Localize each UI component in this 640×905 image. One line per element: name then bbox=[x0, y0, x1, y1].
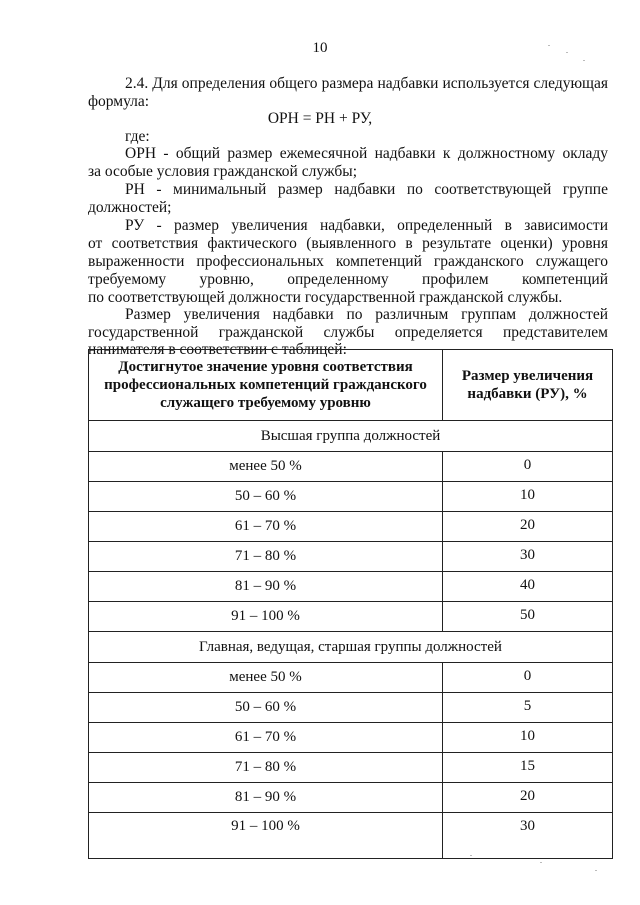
page-number: 10 bbox=[312, 40, 328, 56]
table-intro-line3: нанимателя в соответствии с таблицей: bbox=[88, 341, 347, 358]
level-cell: 81 – 90 % bbox=[89, 572, 443, 602]
table-row bbox=[89, 723, 613, 753]
orn-definition-line2: за особые условия гражданской службы; bbox=[88, 163, 358, 180]
level-cell: 50 – 60 % bbox=[89, 482, 443, 512]
table-row bbox=[89, 693, 613, 723]
orn-definition-line1: ОРН - общий размер ежемесячной надбавки к должностному окладу bbox=[125, 145, 608, 162]
value-cell: 15 bbox=[443, 753, 613, 783]
header-level: Достигнутое значение уровня соответствия профессиональных компетенций гражданского служащего требуемому уровню bbox=[89, 350, 443, 421]
table-row bbox=[89, 602, 613, 632]
table-row bbox=[89, 783, 613, 813]
level-cell: менее 50 % bbox=[89, 452, 443, 482]
bonus-table bbox=[88, 349, 613, 859]
table-intro-line2: государственной гражданской службы определяется представителем bbox=[88, 324, 608, 341]
value-cell: 0 bbox=[443, 663, 613, 693]
table-row bbox=[89, 512, 613, 542]
scan-speck bbox=[540, 862, 542, 863]
where-label: где: bbox=[125, 128, 150, 145]
value-cell: 50 bbox=[443, 602, 613, 632]
ru-definition-line4: требуемому уровню, определенному профилем компетенций bbox=[88, 271, 608, 288]
table-row bbox=[89, 753, 613, 783]
ru-definition-line1: РУ - размер увеличения надбавки, определенный в зависимости bbox=[125, 217, 608, 234]
level-cell: 50 – 60 % bbox=[89, 693, 443, 723]
group-title: Высшая группа должностей bbox=[89, 421, 613, 452]
table-header-row bbox=[89, 350, 613, 421]
table-row bbox=[89, 663, 613, 693]
paragraph-2-4-line2: формула: bbox=[88, 93, 150, 110]
table-row bbox=[89, 452, 613, 482]
scan-speck bbox=[595, 870, 597, 871]
level-cell: 71 – 80 % bbox=[89, 753, 443, 783]
value-cell: 20 bbox=[443, 783, 613, 813]
scan-speck bbox=[548, 45, 550, 46]
ru-definition-line3: выраженности профессиональных компетенций гражданского служащего bbox=[88, 253, 608, 270]
table-intro-line1: Размер увеличения надбавки по различным группам должностей bbox=[125, 306, 608, 323]
level-cell: 61 – 70 % bbox=[89, 512, 443, 542]
scan-speck bbox=[583, 60, 585, 61]
scan-speck bbox=[470, 855, 472, 856]
rn-definition-line1: РН - минимальный размер надбавки по соответствующей группе bbox=[125, 181, 608, 198]
scan-speck bbox=[566, 52, 568, 53]
level-cell: 81 – 90 % bbox=[89, 783, 443, 813]
level-cell: 71 – 80 % bbox=[89, 542, 443, 572]
ru-definition-line5: по соответствующей должности государственной гражданской службы. bbox=[88, 289, 563, 306]
table-row bbox=[89, 542, 613, 572]
value-cell: 30 bbox=[443, 542, 613, 572]
level-cell: менее 50 % bbox=[89, 663, 443, 693]
value-cell: 10 bbox=[443, 723, 613, 753]
level-cell: 91 – 100 % bbox=[89, 602, 443, 632]
table-row bbox=[89, 482, 613, 512]
rn-definition-line2: должностей; bbox=[88, 199, 172, 216]
value-cell: 10 bbox=[443, 482, 613, 512]
value-cell: 5 bbox=[443, 693, 613, 723]
formula: ОРН = РН + РУ, bbox=[267, 110, 373, 127]
group-row-higher bbox=[89, 421, 613, 452]
value-cell: 30 bbox=[443, 813, 613, 859]
value-cell: 0 bbox=[443, 452, 613, 482]
value-cell: 40 bbox=[443, 572, 613, 602]
table-row bbox=[89, 813, 613, 859]
header-bonus-size: Размер увеличения надбавки (РУ), % bbox=[443, 350, 613, 421]
ru-definition-line2: от соответствия фактического (выявленного в результате оценки) уровня bbox=[88, 235, 608, 252]
level-cell: 61 – 70 % bbox=[89, 723, 443, 753]
group-title: Главная, ведущая, старшая группы должностей bbox=[89, 632, 613, 663]
value-cell: 20 bbox=[443, 512, 613, 542]
group-row-main bbox=[89, 632, 613, 663]
paragraph-2-4-line1: 2.4. Для определения общего размера надбавки используется следующая bbox=[125, 75, 608, 92]
table-row bbox=[89, 572, 613, 602]
level-cell: 91 – 100 % bbox=[89, 813, 443, 859]
